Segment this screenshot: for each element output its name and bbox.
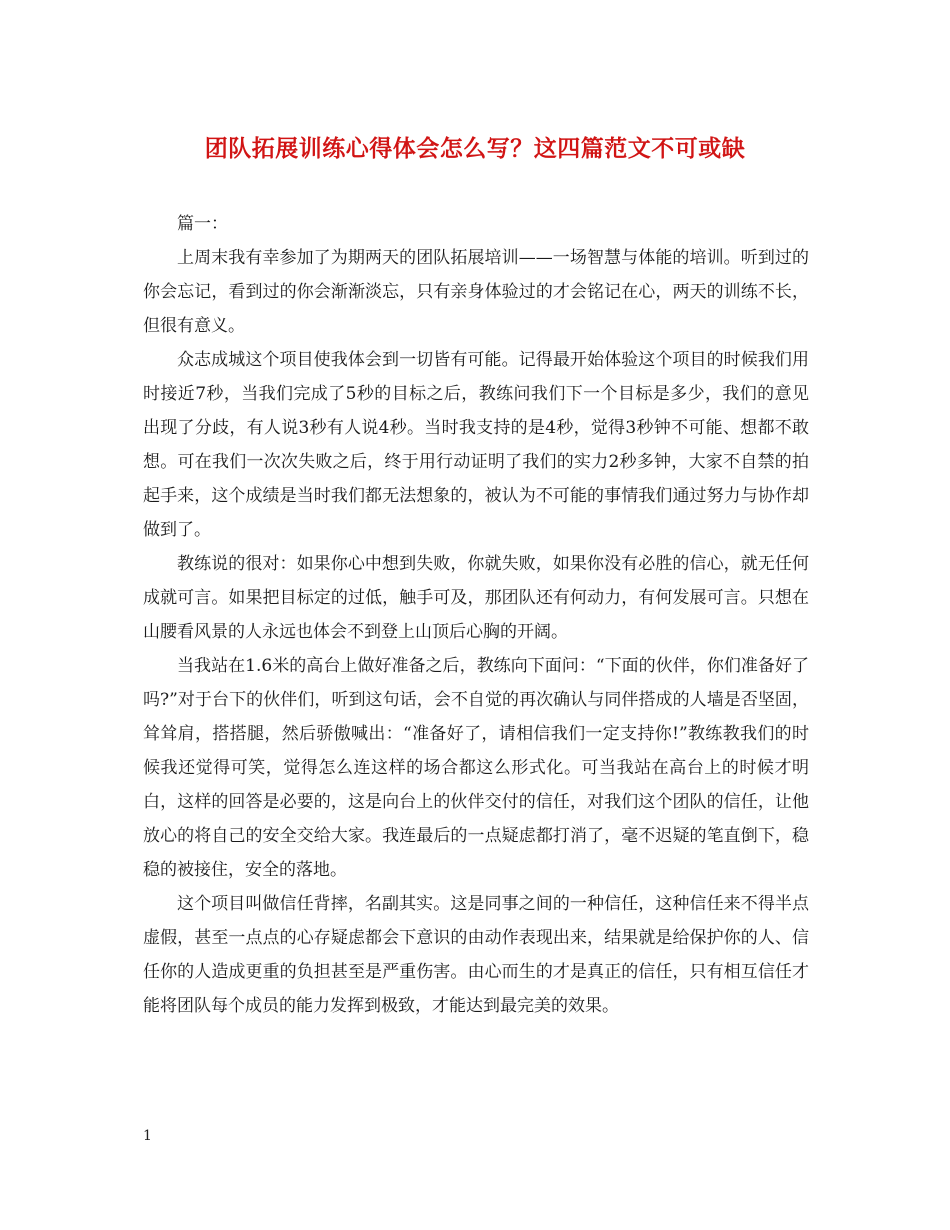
section-label: 篇一： xyxy=(177,214,228,234)
paragraph-2: 众志成城这个项目使我体会到一切皆有可能。记得最开始体验这个项目的时候我们用时接近7秒，当我们完成了5秒的目标之后，教练问我们下一个目标是多少，我们的意见出现了分歧，有人说3秒有人说4秒。当时我支持的是4秒，觉得3秒钟不可能、想都不敢想。可在我们一次次失败之后，终于用行动证明了我们的实力2秒多钟，大家不自禁的拍起手来，这个成绩是当时我们都无法想象的，被认为不可能的事情我们通过努力与协作却做到了。 xyxy=(143,350,809,540)
page-number: 1 xyxy=(143,1128,152,1144)
paragraph-4: 当我站在1.6米的高台上做好准备之后，教练向下面问：“下面的伙伴，你们准备好了吗?”对于台下的伙伴们，听到这句话，会不自觉的再次确认与同伴搭成的人墙是否坚固，耸耸肩，搭搭腿，然后骄傲喊出：“准备好了，请相信我们一定支持你!”教练教我们的时候我还觉得可笑，觉得怎么连这样的场合都这么形式化。可当我站在高台上的时候才明白，这样的回答是必要的，这是向台上的伙伴交付的信任，对我们这个团队的信任，让他放心的将自己的安全交给大家。我连最后的一点疑虑都打消了，毫不迟疑的笔直倒下，稳稳的被接住，安全的落地。 xyxy=(143,656,809,880)
document-title: 团队拓展训练心得体会怎么写？这四篇范文不可或缺 xyxy=(204,135,746,162)
document-body xyxy=(143,207,809,1023)
paragraph-3: 教练说的很对：如果你心中想到失败，你就失败，如果你没有必胜的信心，就无任何成就可言。如果把目标定的过低，触手可及，那团队还有何动力，有何发展可言。只想在山腰看风景的人永远也体会不到登上山顶后心胸的开阔。 xyxy=(143,554,809,642)
paragraph-1: 上周末我有幸参加了为期两天的团队拓展培训——一场智慧与体能的培训。听到过的你会忘记，看到过的你会渐渐淡忘，只有亲身体验过的才会铭记在心，两天的训练不长，但很有意义。 xyxy=(143,248,809,336)
paragraph-5: 这个项目叫做信任背摔，名副其实。这是同事之间的一种信任，这种信任来不得半点虚假，甚至一点点的心存疑虑都会下意识的由动作表现出来，结果就是给保护你的人、信任你的人造成更重的负担甚至是严重伤害。由心而生的才是真正的信任，只有相互信任才能将团队每个成员的能力发挥到极致，才能达到最完美的效果。 xyxy=(143,894,809,1016)
